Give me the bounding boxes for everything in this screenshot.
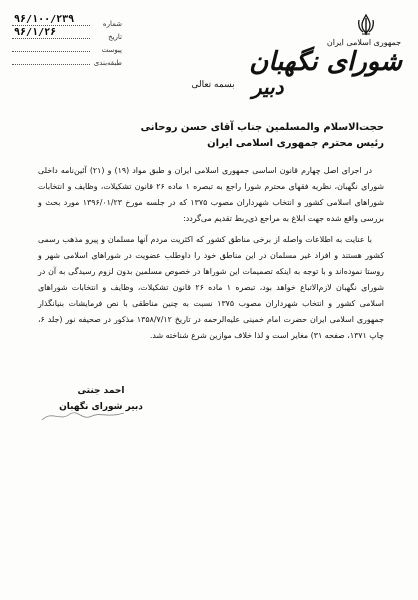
- signatory-title: دبیر شورای نگهبان: [59, 402, 143, 412]
- meta-classification-label: طبقه‌بندی: [93, 59, 122, 67]
- org-name: جمهوری اسلامی ایران: [326, 38, 402, 47]
- meta-number-value: ۹۶/۱۰۰/۲۳۹: [14, 14, 75, 25]
- meta-date-value: ۹۶/۱/۲۶: [14, 27, 57, 38]
- meta-number-label: شماره: [102, 20, 122, 28]
- meta-classification-row: [12, 55, 122, 68]
- meta-date-label: تاریخ: [108, 33, 122, 41]
- letter-meta: [12, 16, 122, 68]
- logo-line-secretary: دبیر: [252, 75, 284, 99]
- handwritten-signature-mark: [38, 406, 128, 426]
- bismillah-heading: بسمه تعالی: [191, 80, 235, 90]
- addressee-title: رئیس محترم جمهوری اسلامی ایران: [207, 138, 384, 149]
- meta-attachment-label: پیوست: [101, 46, 122, 54]
- logo-line-council: شورای نگهبان: [249, 47, 402, 77]
- letter-body: [38, 163, 384, 344]
- addressee-block: [44, 120, 384, 152]
- council-logotype: [232, 48, 402, 108]
- body-paragraph-1: در اجرای اصل چهارم قانون اساسی جمهوری اسلامی ایران و طبق مواد (۱۹) و (۲۱) آئین‌نامه داخلی شورای نگهبان، نظریه فقهای محترم شورا راجع به تبصره ۱ ماده ۲۶ قانون تشکیلات، وظایف و انتخابات شوراهای اسلامی کشور و انتخاب شهرداران مصوب ۱۳۷۵ که در جلسه مورخ ۱۳۹۶/۰۱/۲۳ مورد بحث و بررسی واقع شده جهت ابلاغ به مراجع ذی‌ربط تقدیم می‌گردد:: [38, 166, 385, 223]
- iran-emblem-icon: [356, 14, 376, 36]
- meta-attachment-row: [12, 42, 122, 55]
- meta-date-row: [12, 29, 122, 42]
- signatory-name: احمد جنتی: [77, 386, 125, 396]
- addressee-name: حجت‌الاسلام والمسلمین جناب آقای حسن روحانی: [140, 122, 384, 133]
- body-paragraph-2: با عنایت به اطلاعات واصله از برخی مناطق کشور که اکثریت مردم آنها مسلمان و پیرو مذهب رسمی کشور هستند و افراد غیر مسلمان در این مناطق خود را داوطلب عضویت در شوراهای اسلامی شهر و روستا نموده‌اند و با توجه به اینکه تصمیمات این شوراها در خصوص مسلمین بدون لزوم رسیدگی به آن در شورای نگهبان لازم‌الاتباع خواهد بود، تبصره ۱ ماده ۲۶ قانون تشکیلات، وظایف و انتخابات شوراهای اسلامی کشور و انتخاب شهرداران مصوب ۱۳۷۵ نسبت به چنین مناطقی با نص فرمایشات بنیانگذار جمهوری اسلامی ایران حضرت امام خمینی علیه‌الرحمه در تاریخ ۱۳۵۸/۷/۱۲ مذکور در صحیفه نور (جلد ۶، چاپ ۱۳۷۱، صفحه ۳۱) مغایر است و لذا خلاف موازین شرع شناخته شد.: [38, 235, 385, 340]
